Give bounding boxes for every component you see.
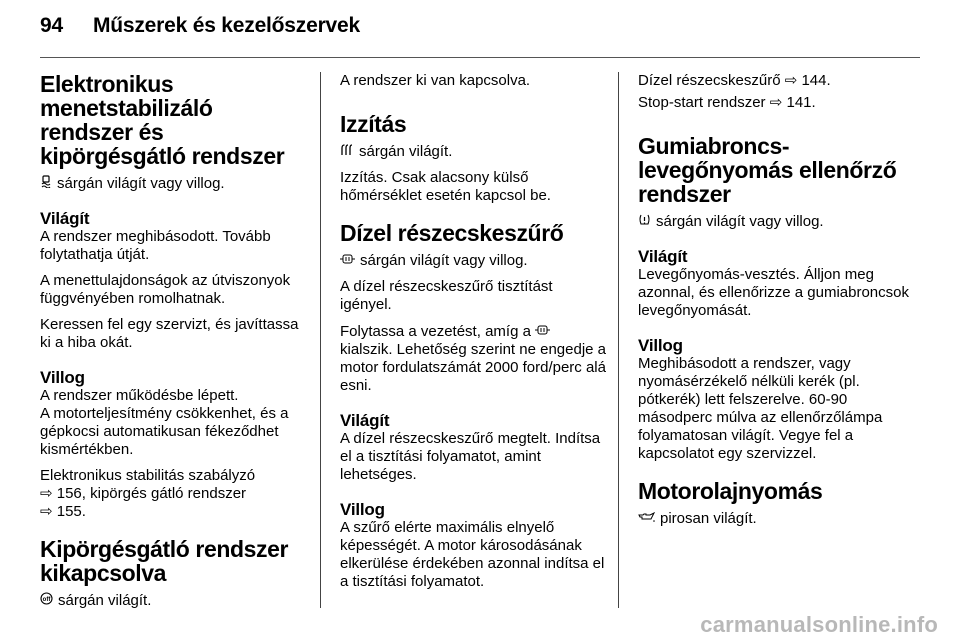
arrow-ref-icon: ⇨: [40, 503, 57, 520]
subheading-lights: Világít: [40, 209, 90, 228]
tc-off-icon: [40, 591, 53, 609]
tpms-status-text: sárgán világít vagy villog.: [656, 213, 824, 230]
tc-status-line: [40, 591, 308, 610]
tpms-status-line: [638, 212, 913, 231]
oil-status-line: [638, 509, 913, 528]
page-number: 94: [40, 14, 63, 37]
paragraph: A dízel részecskeszűrő megtelt. Indítsa el a tisztítási folyamatot, amint lehetséges.: [340, 430, 601, 483]
arrow-ref-icon: ⇨: [769, 94, 783, 111]
arrow-ref-icon: ⇨: [784, 72, 798, 89]
tc-status-text: sárgán világít.: [58, 592, 152, 609]
tire-pressure-icon: [638, 212, 651, 230]
heading-esp: Elektronikus menetstabilizáló rendszer és kipörgésgátló rendszer: [40, 71, 285, 169]
paragraph: A menettulajdonságok az útviszonyok függvényében romolhatnak.: [40, 272, 291, 307]
heading-oil-pressure: Motorolajnyomás: [638, 478, 823, 504]
oil-can-icon: [638, 509, 655, 527]
preheat-status-text: sárgán világít.: [359, 143, 453, 160]
cross-reference: Dízel részecskeszűrő ⇨ 144.: [638, 72, 831, 89]
paragraph: Levegőnyomás-vesztés. Álljon meg azonnal, és ellenőrizze a gumiabroncsok levegőnyomását.: [638, 266, 909, 319]
column-divider: [320, 72, 321, 608]
subheading-flash: Villog: [340, 500, 385, 519]
paragraph: A rendszer meghibásodott. Tovább folytathatja útját.: [40, 228, 271, 263]
cross-reference: ⇨ 155.: [40, 503, 86, 520]
column-3: [638, 72, 913, 536]
cross-reference: ⇨ 156, kipörgés gátló rendszer: [40, 485, 247, 502]
paragraph: Folytassa a vezetést, amíg a kialszik. Lehetőség szerint ne engedje a motor fordulatszámát 2000 ford/perc alá esni.: [340, 323, 607, 394]
page-header: [40, 14, 360, 38]
dpf-status-text: sárgán világít vagy villog.: [360, 252, 528, 269]
watermark: carmanualsonline.info: [700, 612, 938, 637]
svg-text:off: off: [42, 597, 51, 603]
preheat-status-line: [340, 142, 608, 161]
page-title: Műszerek és kezelőszervek: [92, 14, 360, 37]
paragraph: A motorteljesítmény csökkenhet, és a gépkocsi automatikusan fékeződhet kismértékben.: [40, 405, 289, 458]
paragraph: Keressen fel egy szervizt, és javíttassa ki a hiba okát.: [40, 316, 299, 351]
paragraph: Izzítás. Csak alacsony külső hőmérséklet esetén kapcsol be.: [340, 169, 551, 204]
heading-tpms: Gumiabroncs-levegőnyomás ellenőrző rendszer: [638, 133, 897, 207]
paragraph: A dízel részecskeszűrő tisztítást igényel.: [340, 278, 553, 313]
esp-status-text: sárgán világít vagy villog.: [57, 175, 225, 192]
cross-reference: Stop-start rendszer ⇨ 141.: [638, 94, 816, 111]
paragraph: A rendszer működésbe lépett.: [40, 387, 239, 404]
arrow-ref-icon: ⇨: [40, 485, 57, 502]
heading-dpf: Dízel részecskeszűrő: [340, 220, 564, 246]
glow-plug-icon: [340, 142, 354, 160]
esp-skid-icon: [40, 174, 52, 192]
heading-tc-off: Kipörgésgátló rendszer kikapcsolva: [40, 536, 289, 586]
paragraph: A szűrő elérte maximális elnyelő képességét. A motor károsodásának elkerülése érdekében azonnal indítsa el a tisztítási folyamatot.: [340, 519, 605, 590]
subheading-flash: Villog: [40, 368, 85, 387]
paragraph: Elektronikus stabilitás szabályzó: [40, 467, 256, 484]
column-2: [340, 72, 608, 599]
subheading-lights: Világít: [638, 247, 688, 266]
esp-status-line: [40, 174, 308, 193]
paragraph: A rendszer ki van kapcsolva.: [340, 72, 531, 89]
column-divider: [618, 72, 619, 608]
header-rule: [40, 57, 920, 58]
column-1: [40, 72, 308, 618]
subheading-flash: Villog: [638, 336, 683, 355]
dpf-icon: [340, 251, 355, 269]
heading-preheat: Izzítás: [340, 111, 407, 137]
dpf-status-line: [340, 251, 608, 270]
paragraph: Meghibásodott a rendszer, vagy nyomásérzékelő nélküli kerék (pl. pótkerék) lett felszerelve. 60-90 másodperc múlva az ellenőrzőlámpa folyamatosan világít. Vegye fel a kapcsolatot egy szervizzel.: [638, 355, 883, 462]
oil-status-text: pirosan világít.: [660, 510, 757, 527]
dpf-icon: [535, 322, 550, 340]
subheading-lights: Világít: [340, 411, 390, 430]
